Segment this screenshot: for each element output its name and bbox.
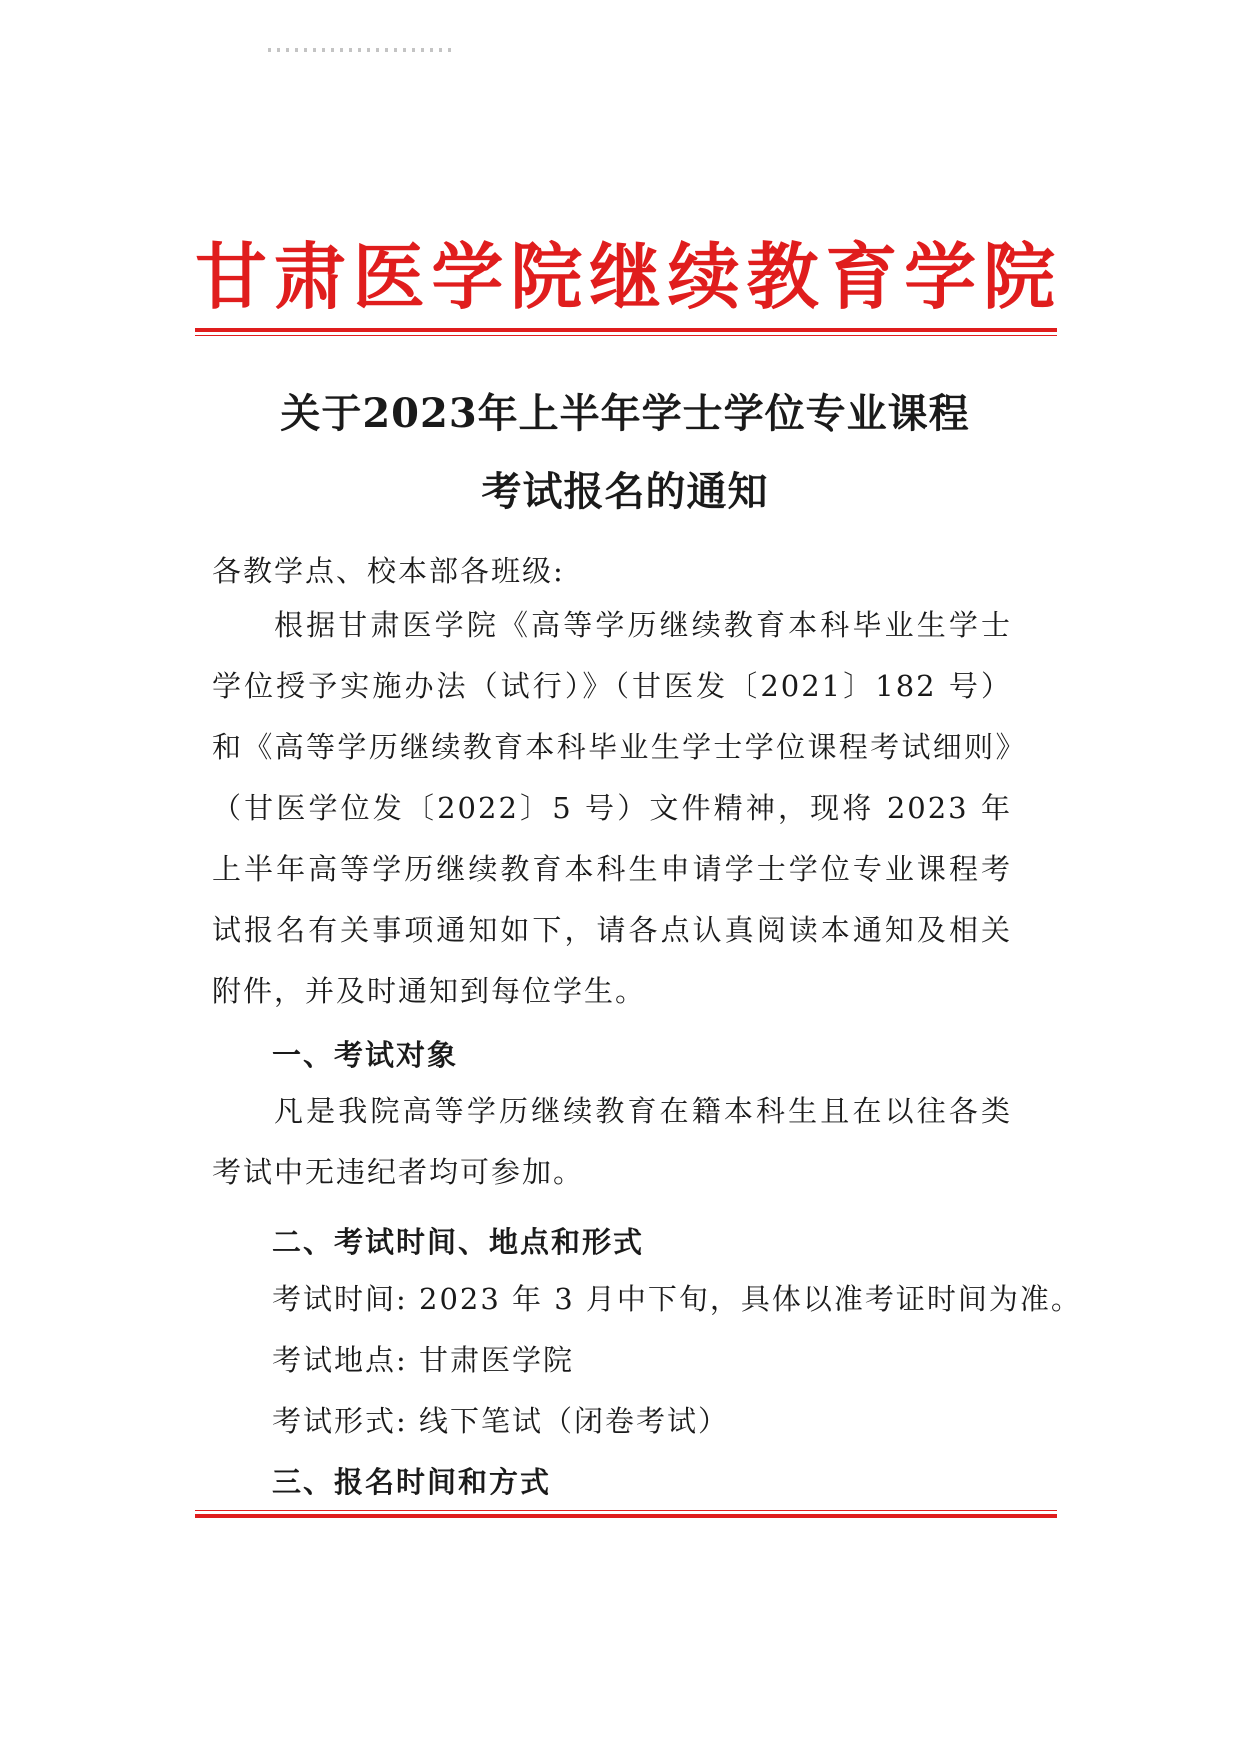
scan-artifact <box>268 48 453 52</box>
header-char: 续 <box>667 234 740 319</box>
header-char: 育 <box>825 234 898 319</box>
header-char: 医 <box>352 234 425 319</box>
exam-time: 考试时间: 2023 年 3 月中下旬，具体以准考证时间为准。 <box>272 1282 1082 1316</box>
header-char: 肃 <box>273 234 346 319</box>
section3-heading: 三、报名时间和方式 <box>272 1465 552 1499</box>
section1-text: 凡是我院高等学历继续教育在籍本科生且在以往各类考试中无违纪者均可参加。 <box>212 1094 1012 1189</box>
header-char: 院 <box>510 234 583 319</box>
exam-form: 考试形式: 线下笔试（闭卷考试） <box>272 1404 729 1438</box>
salutation: 各教学点、校本部各班级: <box>212 554 565 588</box>
section1-heading: 一、考试对象 <box>272 1038 459 1072</box>
institution-header <box>195 232 1055 322</box>
footer-divider <box>195 1510 1057 1518</box>
header-char: 继 <box>588 234 661 319</box>
header-char: 甘 <box>195 234 268 319</box>
header-char: 学 <box>431 234 504 319</box>
document-title-line1: 关于2023年上半年学士学位专业课程 <box>280 390 970 437</box>
exam-place: 考试地点: 甘肃医学院 <box>272 1343 574 1377</box>
section2-heading: 二、考试时间、地点和形式 <box>272 1225 645 1259</box>
intro-paragraph: 根据甘肃医学院《高等学历继续教育本科毕业生学士学位授予实施办法（试行）》（甘医发〔2021〕182 号）和《高等学历继续教育本科毕业生学士学位课程考试细则》（甘医学位发〔2022〕5 号）文件精神，现将 2023 年上半年高等学历继续教育本科生申请学士学位专业课程考试报名有关事项通知如下，请各点认真阅读本通知及相关附件，并及时通知到每位学生。 <box>212 608 1012 1008</box>
header-char: 教 <box>746 234 819 319</box>
header-char: 院 <box>982 234 1055 319</box>
document-title-line2: 考试报名的通知 <box>481 468 769 515</box>
header-divider <box>195 328 1057 336</box>
header-char: 学 <box>904 234 977 319</box>
